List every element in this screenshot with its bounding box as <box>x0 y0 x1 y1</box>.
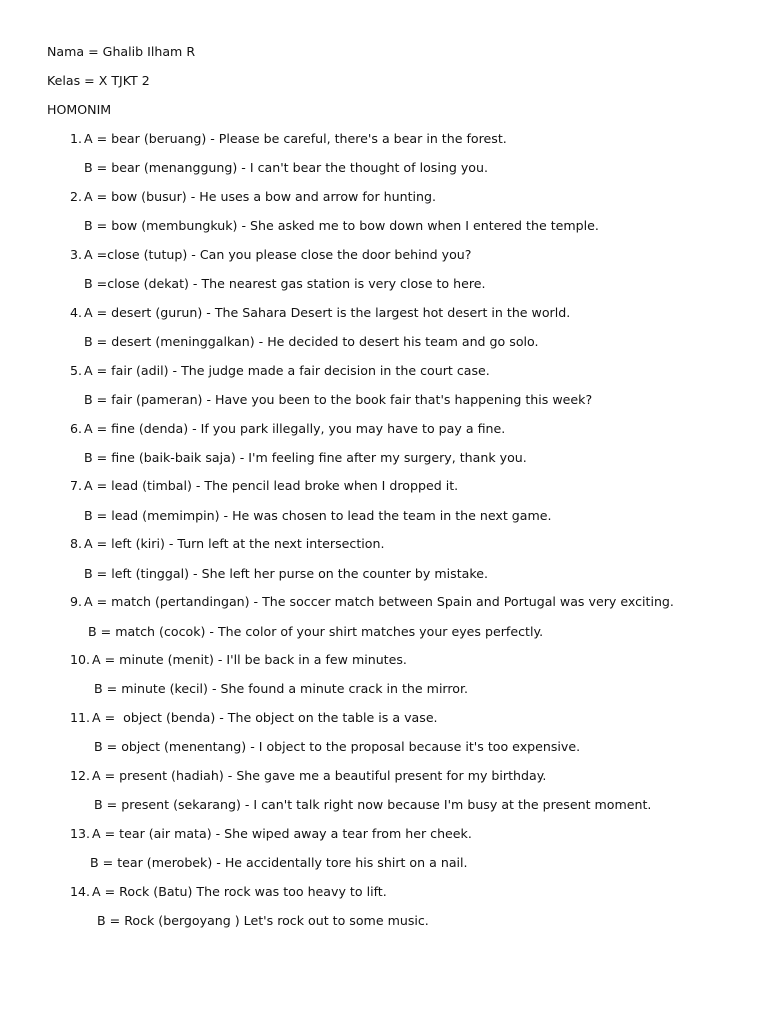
homonym-item-2-a: A = bow (busur) - He uses a bow and arrow for hunting. <box>84 189 437 204</box>
document-heading: HOMONIM <box>47 102 112 117</box>
homonym-item-7-a: A = lead (timbal) - The pencil lead broke when I dropped it. <box>84 478 459 493</box>
item-number-3: 3. <box>70 247 83 262</box>
item-number-6: 6. <box>70 421 83 436</box>
homonym-item-1-b: B = bear (menanggung) - I can't bear the thought of losing you. <box>84 160 488 175</box>
item-number-7: 7. <box>70 478 83 493</box>
homonym-item-5-b: B = fair (pameran) - Have you been to the book fair that's happening this week? <box>84 392 593 407</box>
homonym-item-10-b: B = minute (kecil) - She found a minute crack in the mirror. <box>94 681 469 696</box>
homonym-item-2-b: B = bow (membungkuk) - She asked me to bow down when I entered the temple. <box>84 218 599 233</box>
item-number-2: 2. <box>70 189 83 204</box>
homonym-item-8-b: B = left (tinggal) - She left her purse on the counter by mistake. <box>84 566 488 581</box>
homonym-item-6-a: A = fine (denda) - If you park illegally, you may have to pay a fine. <box>84 421 506 436</box>
student-class-line: Kelas = X TJKT 2 <box>47 73 150 88</box>
item-number-11: 11. <box>70 710 91 725</box>
item-number-10: 10. <box>70 652 91 667</box>
homonym-item-7-b: B = lead (memimpin) - He was chosen to lead the team in the next game. <box>84 508 552 523</box>
homonym-item-3-a: A =close (tutup) - Can you please close the door behind you? <box>84 247 472 262</box>
homonym-item-3-b: B =close (dekat) - The nearest gas station is very close to here. <box>84 276 486 291</box>
homonym-item-10-a: A = minute (menit) - I'll be back in a few minutes. <box>92 652 407 667</box>
item-number-4: 4. <box>70 305 83 320</box>
homonym-item-13-a: A = tear (air mata) - She wiped away a tear from her cheek. <box>92 826 472 841</box>
homonym-item-9-b: B = match (cocok) - The color of your shirt matches your eyes perfectly. <box>88 624 544 639</box>
homonym-item-9-a: A = match (pertandingan) - The soccer match between Spain and Portugal was very exciting. <box>84 594 674 609</box>
homonym-item-12-b: B = present (sekarang) - I can't talk right now because I'm busy at the present moment. <box>94 797 652 812</box>
homonym-item-8-a: A = left (kiri) - Turn left at the next intersection. <box>84 536 385 551</box>
item-number-5: 5. <box>70 363 83 378</box>
homonym-item-4-a: A = desert (gurun) - The Sahara Desert is the largest hot desert in the world. <box>84 305 571 320</box>
item-number-8: 8. <box>70 536 83 551</box>
homonym-item-1-a: A = bear (beruang) - Please be careful, there's a bear in the forest. <box>84 131 507 146</box>
homonym-item-4-b: B = desert (meninggalkan) - He decided to desert his team and go solo. <box>84 334 539 349</box>
homonym-item-5-a: A = fair (adil) - The judge made a fair decision in the court case. <box>84 363 490 378</box>
homonym-item-11-b: B = object (menentang) - I object to the proposal because it's too expensive. <box>94 739 581 754</box>
item-number-13: 13. <box>70 826 91 841</box>
homonym-item-14-a: A = Rock (Batu) The rock was too heavy to lift. <box>92 884 387 899</box>
student-name-line: Nama = Ghalib Ilham R <box>47 44 196 59</box>
homonym-item-13-b: B = tear (merobek) - He accidentally tore his shirt on a nail. <box>90 855 468 870</box>
item-number-12: 12. <box>70 768 91 783</box>
homonym-item-12-a: A = present (hadiah) - She gave me a beautiful present for my birthday. <box>92 768 547 783</box>
homonym-item-6-b: B = fine (baik-baik saja) - I'm feeling fine after my surgery, thank you. <box>84 450 527 465</box>
homonym-item-14-b: B = Rock (bergoyang ) Let's rock out to some music. <box>97 913 429 928</box>
item-number-9: 9. <box>70 594 83 609</box>
homonym-item-11-a: A = object (benda) - The object on the table is a vase. <box>92 710 438 725</box>
item-number-14: 14. <box>70 884 91 899</box>
item-number-1: 1. <box>70 131 83 146</box>
